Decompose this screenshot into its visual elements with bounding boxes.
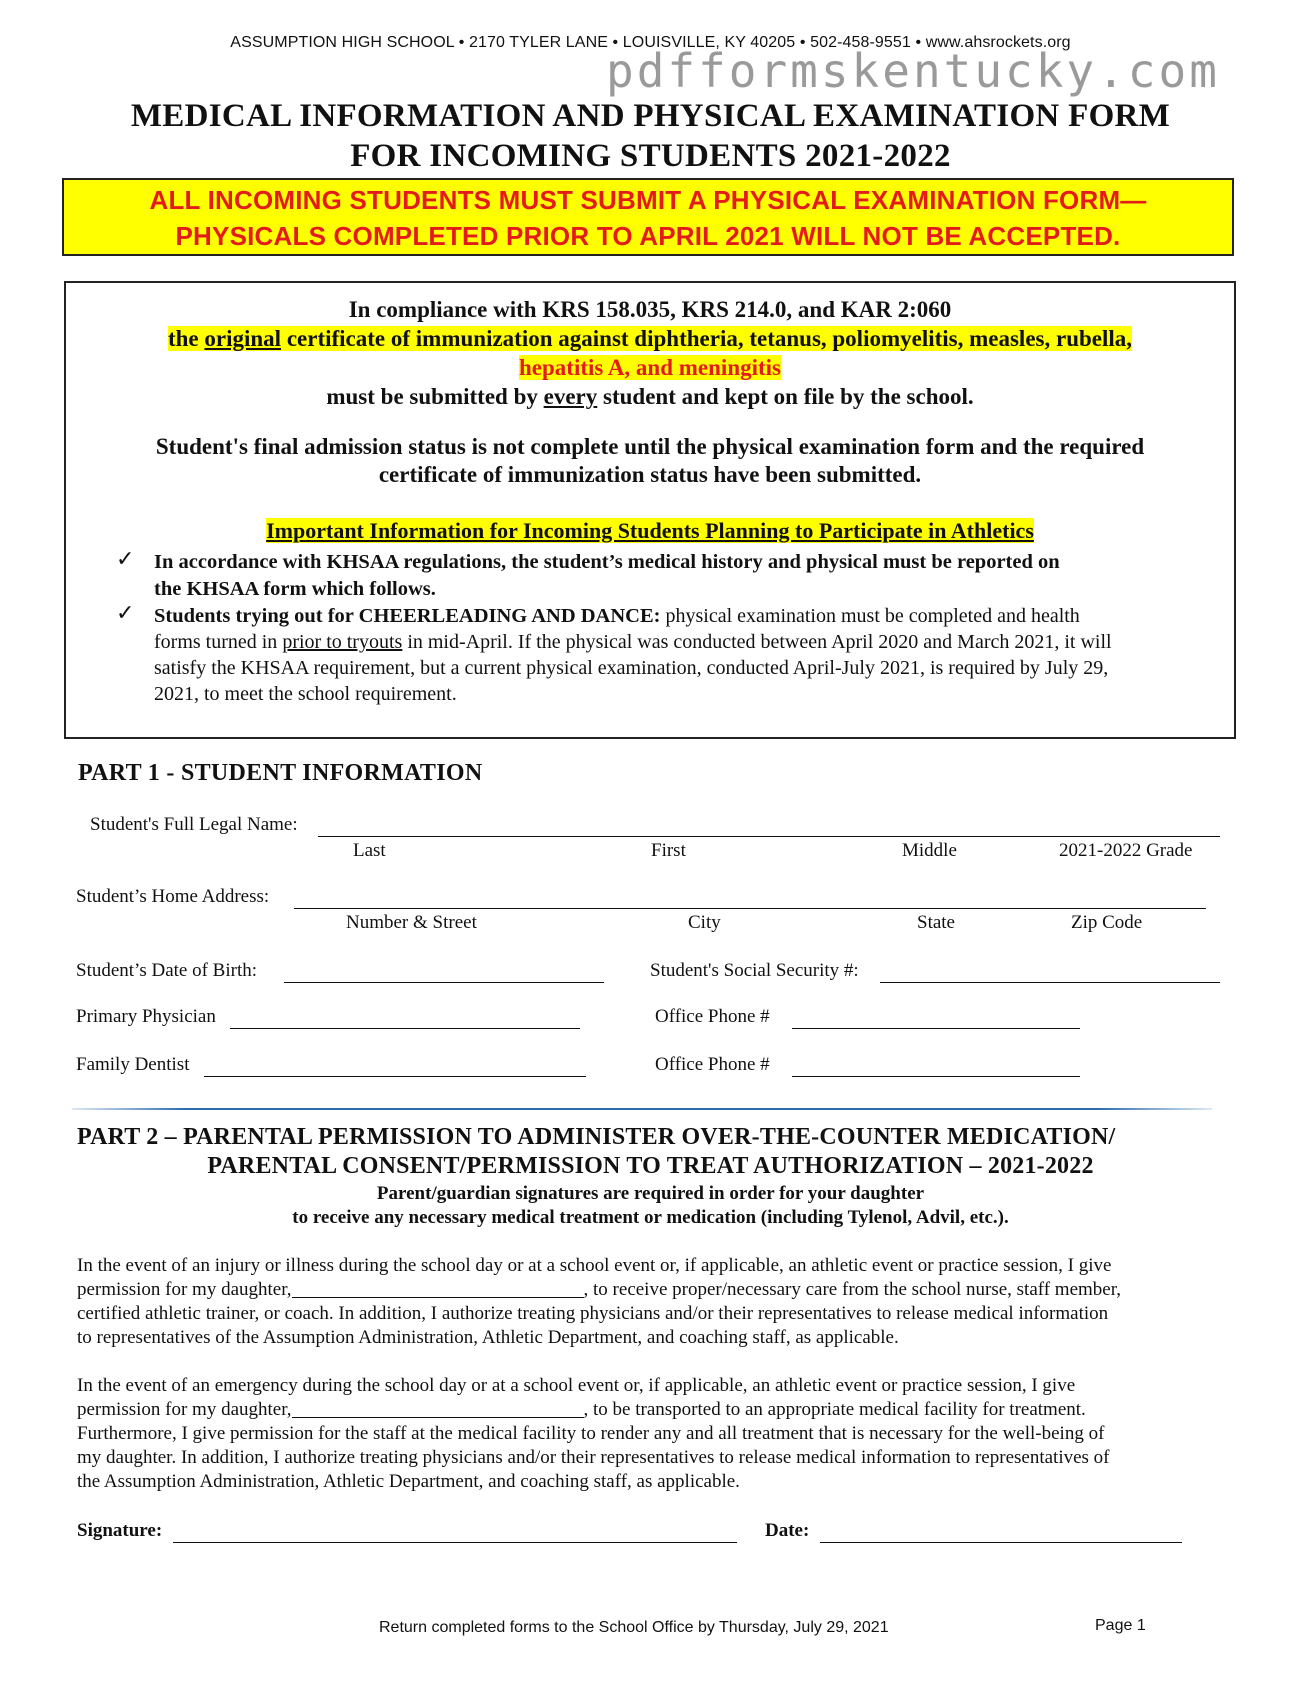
- status-line2: certificate of immunization status have been submitted.: [378, 462, 922, 487]
- certificate-highlight: [168, 326, 1132, 351]
- dob-field[interactable]: [284, 960, 604, 983]
- cert-rest: certificate of immunization against diphtheria, tetanus, poliomyelitis, measles, rubella,: [281, 326, 1133, 351]
- status-line1: Student's final admission status is not complete until the physical examination form and the required: [155, 434, 1145, 459]
- watermark: pdfformskentucky.com: [606, 44, 1220, 98]
- signature-field[interactable]: [173, 1520, 737, 1543]
- para1-line3: certified athletic trainer, or coach. In addition, I authorize treating physicians and/or their representatives to release medical information: [77, 1303, 1109, 1324]
- submitted-a: must be submitted by: [326, 384, 544, 409]
- bullet2-line2: [154, 631, 1112, 654]
- physician-phone-field[interactable]: [792, 1006, 1080, 1029]
- physician-phone-label: Office Phone #: [655, 1006, 770, 1027]
- para2-line2b: , to be transported to an appropriate medical facility for treatment.: [583, 1399, 1086, 1420]
- name-sub-first: First: [651, 840, 686, 861]
- dentist-phone-label: Office Phone #: [655, 1054, 770, 1075]
- ssn-field[interactable]: [880, 960, 1220, 983]
- full-name-label: Student's Full Legal Name:: [90, 814, 298, 835]
- physician-field[interactable]: [230, 1006, 580, 1029]
- bullet2-line2u: prior to tryouts: [282, 631, 403, 653]
- dob-label: Student’s Date of Birth:: [76, 960, 258, 981]
- para1-line4: to representatives of the Assumption Administration, Athletic Department, and coaching staff, as applicable.: [77, 1327, 899, 1348]
- part1-title: PART 1 - STUDENT INFORMATION: [78, 760, 483, 786]
- dentist-field[interactable]: [204, 1054, 586, 1077]
- para2-line1: In the event of an emergency during the school day or at a school event or, if applicable, an athletic event or practice session, I give: [77, 1375, 1076, 1396]
- para2-line2a: permission for my daughter,: [77, 1399, 292, 1420]
- bullet2-line2a: forms turned in: [154, 631, 283, 653]
- alert-line2: PHYSICALS COMPLETED PRIOR TO APRIL 2021 WILL NOT BE ACCEPTED.: [175, 221, 1121, 251]
- para1-line2a: permission for my daughter,: [77, 1279, 292, 1300]
- name-sub-last: Last: [353, 840, 386, 861]
- signature-label: Signature:: [77, 1520, 163, 1541]
- athletics-heading: [66, 518, 1234, 544]
- ssn-label: Student's Social Security #:: [650, 960, 859, 981]
- home-address-field[interactable]: [294, 886, 1206, 909]
- address-sub-street: Number & Street: [346, 912, 477, 933]
- diseases-red-line: [66, 355, 1234, 381]
- bullet2-rest1: physical examination must be completed and health: [660, 605, 1080, 627]
- check-icon: ✓: [116, 601, 135, 626]
- alert-banner: [62, 178, 1234, 256]
- home-address-label: Student’s Home Address:: [76, 886, 270, 907]
- bullet2-line1: [154, 605, 1080, 628]
- immunization-info-box: [64, 281, 1236, 739]
- bullet1-line1: In accordance with KHSAA regulations, the student’s medical history and physical must be reported on: [154, 551, 1060, 573]
- check-icon: ✓: [116, 547, 135, 572]
- date-field[interactable]: [820, 1520, 1182, 1543]
- address-sub-state: State: [917, 912, 955, 933]
- address-sub-zip: Zip Code: [1071, 912, 1143, 933]
- bullet2-line2b: in mid-April. If the physical was conducted between April 2020 and March 2021, it will: [402, 631, 1112, 653]
- para2-line5: the Assumption Administration, Athletic Department, and coaching staff, as applicable.: [77, 1471, 740, 1492]
- part2-title-line2: PARENTAL CONSENT/PERMISSION TO TREAT AUTHORIZATION – 2021-2022: [207, 1153, 1094, 1179]
- bullet1-line2: the KHSAA form which follows.: [154, 578, 436, 600]
- para2-line3: Furthermore, I give permission for the staff at the medical facility to render any and all treatment that is necessary for the well-being of: [77, 1423, 1105, 1444]
- daughter-name-field-2[interactable]: [292, 1398, 584, 1418]
- cert-the: the: [167, 326, 205, 351]
- part2-title-line1: PART 2 – PARENTAL PERMISSION TO ADMINISTER OVER-THE-COUNTER MEDICATION/: [77, 1124, 1116, 1150]
- dentist-label: Family Dentist: [76, 1054, 190, 1075]
- compliance-line: In compliance with KRS 158.035, KRS 214.0, and KAR 2:060: [348, 297, 952, 322]
- cert-original: original: [204, 326, 282, 351]
- name-sub-grade: 2021-2022 Grade: [1059, 840, 1193, 861]
- form-title-line2: FOR INCOMING STUDENTS 2021-2022: [350, 138, 951, 174]
- bullet2-line3: satisfy the KHSAA requirement, but a current physical examination, conducted April-July 2021, is required by July 29,: [154, 657, 1109, 679]
- submitted-every: every: [543, 384, 598, 409]
- para1-line1: In the event of an injury or illness during the school day or at a school event or, if applicable, an athletic event or practice session, I give: [77, 1255, 1112, 1276]
- full-name-field[interactable]: [318, 814, 1220, 837]
- certificate-line: [66, 326, 1234, 352]
- address-sub-city: City: [688, 912, 721, 933]
- daughter-name-field-1[interactable]: [292, 1278, 584, 1298]
- para2-line4: my daughter. In addition, I authorize treating physicians and/or their representatives to release medical information to representatives of: [77, 1447, 1110, 1468]
- section-divider: [72, 1108, 1212, 1110]
- page-number: Page 1: [1095, 1617, 1146, 1634]
- para2-line2: [77, 1398, 1086, 1422]
- submitted-b: student and kept on file by the school.: [597, 384, 974, 409]
- name-sub-middle: Middle: [902, 840, 957, 861]
- part2-subtitle-line1: Parent/guardian signatures are required in order for your daughter: [376, 1183, 925, 1204]
- school-address-line: ASSUMPTION HIGH SCHOOL • 2170 TYLER LANE • LOUISVILLE, KY 40205 • 502-458-9551 • www.ahsrockets.org: [230, 34, 1071, 51]
- bullet2-line4: 2021, to meet the school requirement.: [154, 683, 457, 705]
- alert-line1: ALL INCOMING STUDENTS MUST SUBMIT A PHYSICAL EXAMINATION FORM—: [149, 185, 1147, 215]
- date-label: Date:: [765, 1520, 810, 1541]
- cert-red: hepatitis A, and meningitis: [519, 355, 781, 380]
- physician-label: Primary Physician: [76, 1006, 216, 1027]
- part2-subtitle-line2: to receive any necessary medical treatment or medication (including Tylenol, Advil, etc.).: [292, 1207, 1009, 1228]
- return-note: Return completed forms to the School Office by Thursday, July 29, 2021: [379, 1619, 889, 1636]
- dentist-phone-field[interactable]: [792, 1054, 1080, 1077]
- submitted-line: [66, 384, 1234, 410]
- para1-line2b: , to receive proper/necessary care from the school nurse, staff member,: [583, 1279, 1122, 1300]
- para1-line2: [77, 1278, 1121, 1302]
- athletics-heading-text: Important Information for Incoming Students Planning to Participate in Athletics: [266, 518, 1034, 543]
- form-title-line1: MEDICAL INFORMATION AND PHYSICAL EXAMINATION FORM: [130, 98, 1171, 134]
- bullet2-bold: Students trying out for CHEERLEADING AND DANCE:: [154, 605, 661, 627]
